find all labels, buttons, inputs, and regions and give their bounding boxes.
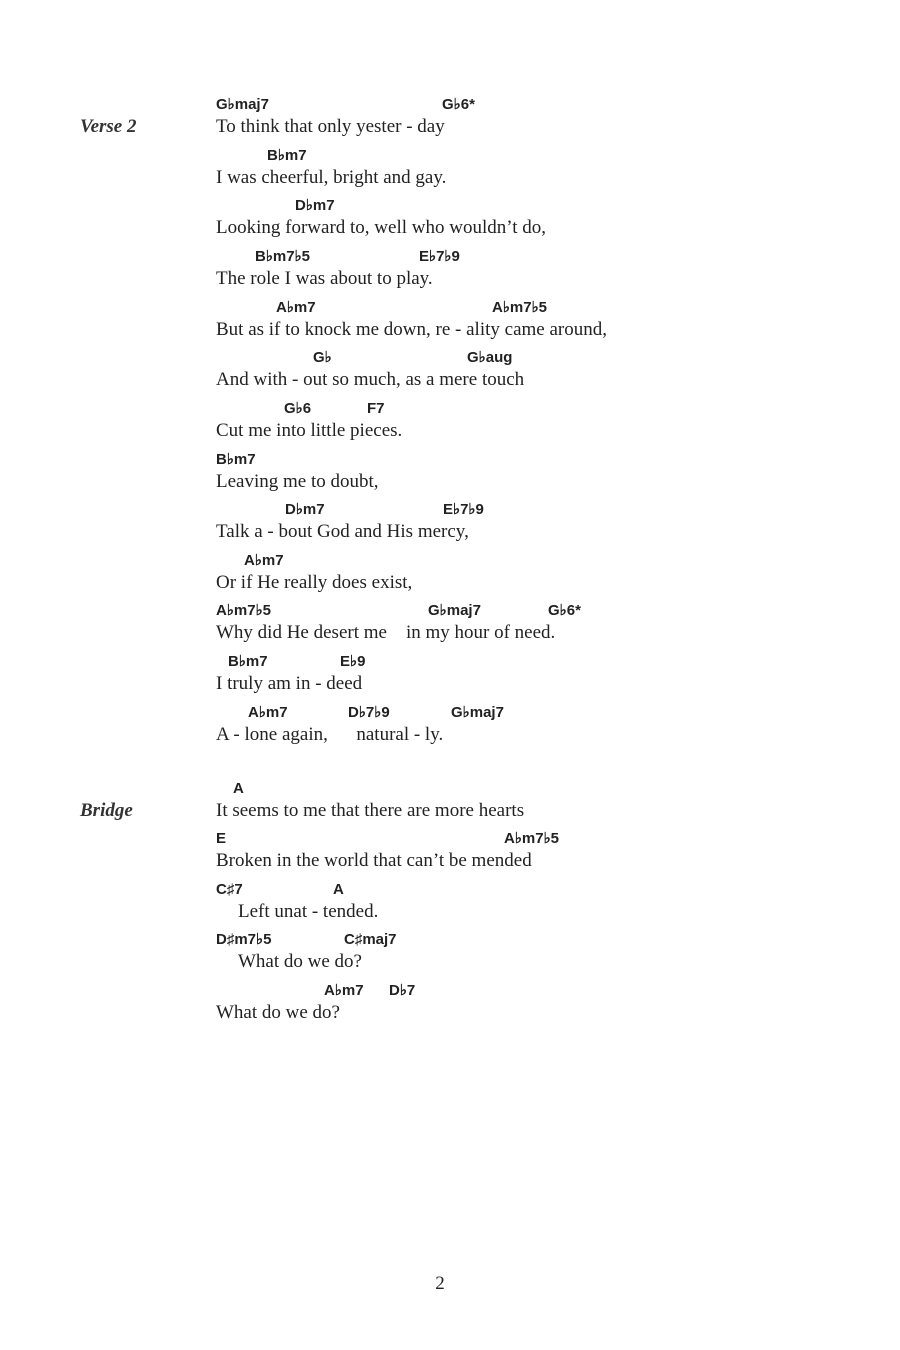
lyric-line: Looking forward to, well who wouldn’t do,: [216, 217, 546, 238]
chord: G♭maj7: [428, 602, 481, 619]
lyric-line: To think that only yester - day: [216, 116, 445, 137]
chord: B♭m7: [216, 451, 256, 468]
chord: D♭m7: [285, 501, 325, 518]
chord: A♭m7: [248, 704, 288, 721]
chord: D♭7♭9: [348, 704, 390, 721]
chord: B♭m7♭5: [255, 248, 311, 265]
chord: G♭maj7: [216, 96, 269, 113]
chord: A♭m7: [324, 982, 364, 999]
lyric-line: Broken in the world that can’t be mended: [216, 850, 532, 871]
chord: A♭m7: [276, 299, 316, 316]
lyric-line: Left unat - tended.: [238, 901, 379, 922]
chord: G♭6*: [442, 96, 475, 113]
section-label-bridge: Bridge: [80, 800, 133, 821]
chord: A♭m7: [244, 552, 284, 569]
chord: E: [216, 830, 227, 847]
chord: G♭maj7: [451, 704, 504, 721]
chord: D♯m7♭5: [216, 931, 272, 948]
lyric-line: It seems to me that there are more hearts: [216, 800, 525, 821]
chord: C♯maj7: [344, 931, 397, 948]
chord: A: [233, 780, 244, 797]
lyric-line: But as if to knock me down, re - ality came around,: [216, 319, 607, 340]
lyric-line: Leaving me to doubt,: [216, 471, 379, 492]
lyric-line: I was cheerful, bright and gay.: [216, 167, 447, 188]
chord: B♭m7: [228, 653, 268, 670]
lyric-line: What do we do?: [216, 1002, 340, 1023]
chord: G♭6: [284, 400, 312, 417]
chord: G♭6*: [548, 602, 581, 619]
lyric-line: What do we do?: [238, 951, 362, 972]
chord: C♯7: [216, 881, 243, 898]
chord: E♭7♭9: [443, 501, 484, 518]
chord: E♭9: [340, 653, 366, 670]
chord: F7: [367, 400, 385, 417]
lyric-line: Or if He really does exist,: [216, 572, 413, 593]
chord: A: [333, 881, 344, 898]
chord: G♭: [313, 349, 332, 366]
chord: G♭aug: [467, 349, 513, 366]
chord: E♭7♭9: [419, 248, 460, 265]
lyric-line: A - lone again, natural - ly.: [216, 724, 444, 745]
chord: D♭7: [389, 982, 416, 999]
section-label-verse-2: Verse 2: [80, 116, 137, 137]
lyric-line: Cut me into little pieces.: [216, 420, 403, 441]
chord: B♭m7: [267, 147, 307, 164]
chord: A♭m7♭5: [504, 830, 560, 847]
chord: D♭m7: [295, 197, 335, 214]
chord: A♭m7♭5: [216, 602, 272, 619]
lyric-line: I truly am in - deed: [216, 673, 363, 694]
lyric-line: Why did He desert me in my hour of need.: [216, 622, 556, 643]
lyric-line: Talk a - bout God and His mercy,: [216, 521, 469, 542]
lyric-line: The role I was about to play.: [216, 268, 433, 289]
chord: A♭m7♭5: [492, 299, 548, 316]
lyric-line: And with - out so much, as a mere touch: [216, 369, 525, 390]
page-number: 2: [435, 1273, 445, 1294]
